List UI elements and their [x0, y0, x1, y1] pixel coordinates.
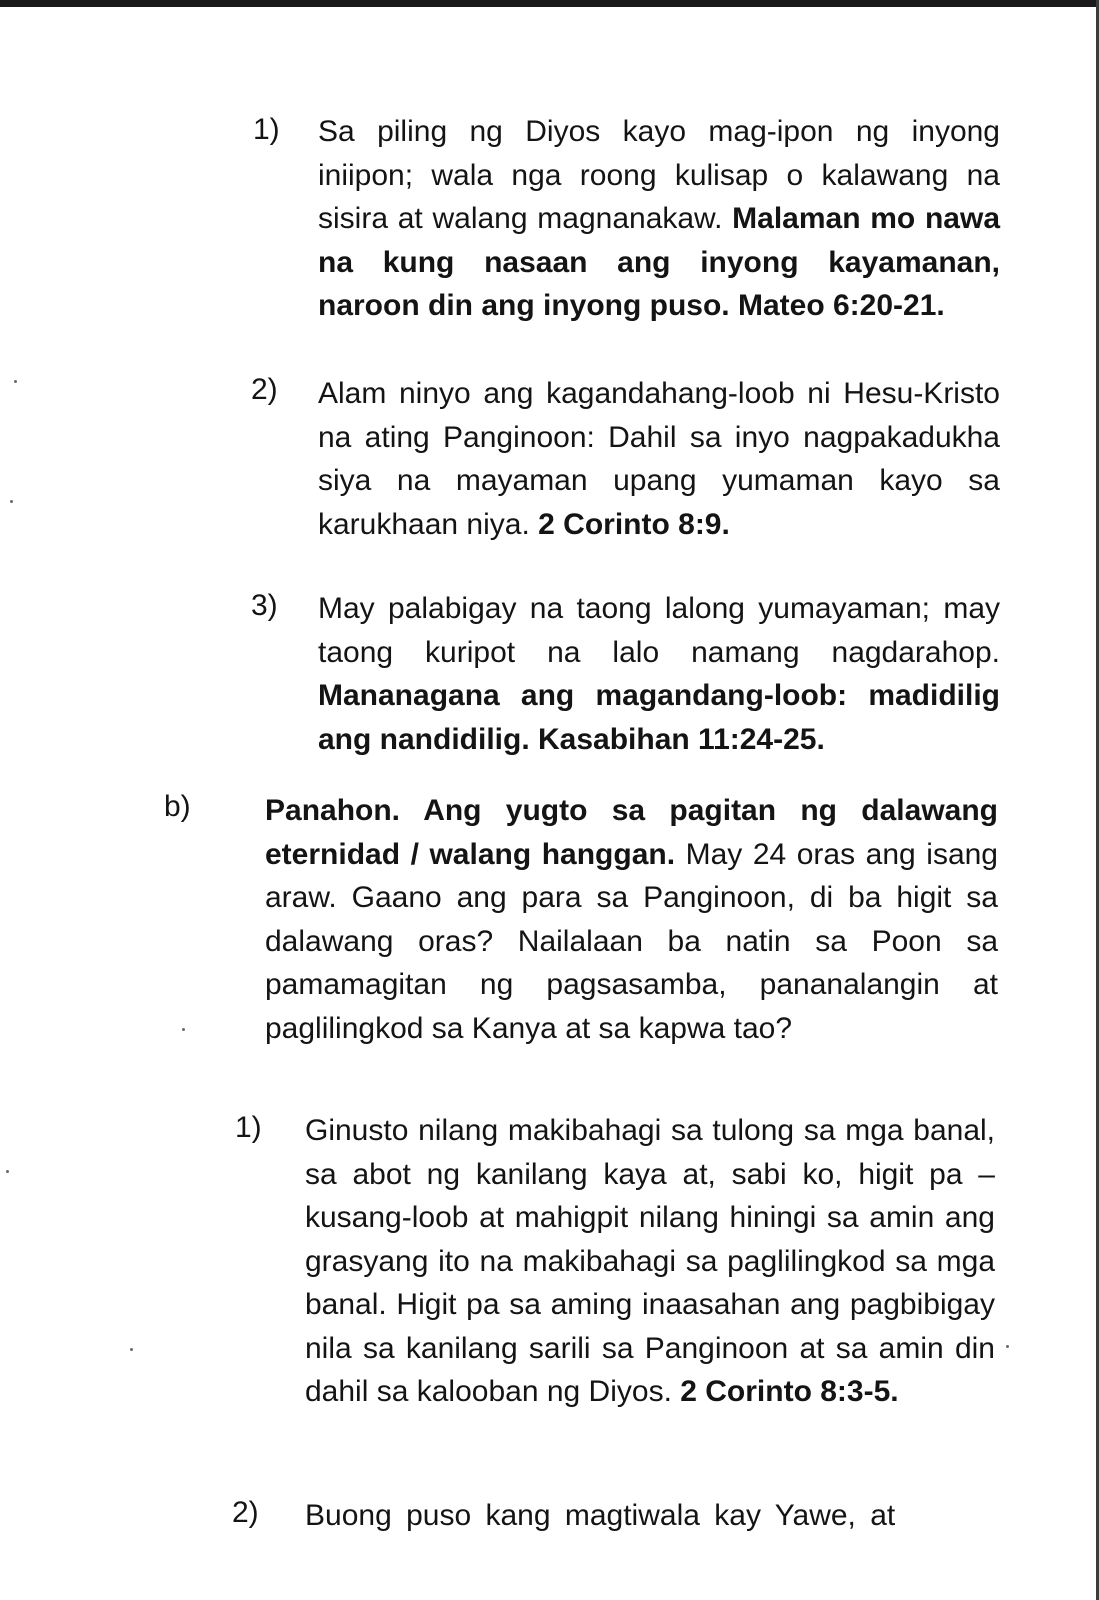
item-text: Ginusto nilang makibahagi sa tulong sa mga banal, sa abot ng kanilang kaya at, sabi ko, higit pa – kusang-loob at mahigpit nilang hiningi sa amin ang grasyang ito na makibahagi sa paglilingkod sa mga banal. Higit pa sa aming inaasahan ang pagbibigay nila sa kanilang sarili sa Panginoon at sa amin din dahil sa kalooban ng Diyos.	[305, 1114, 995, 1408]
scan-speck	[182, 1028, 185, 1031]
scan-speck	[6, 1170, 9, 1173]
scripture-reference: Malaman mo nawa na kung nasaan ang inyong kayamanan, naroon din ang inyong puso. Mateo 6:20-21.	[318, 202, 1001, 322]
list-item	[305, 1494, 995, 1538]
scan-speck	[1006, 1345, 1009, 1348]
scripture-reference: Mananagana ang magandang-loob: madidilig ang nandidilig. Kasabihan 11:24-25.	[318, 679, 1000, 756]
scripture-reference: 2 Corinto 8:3-5.	[680, 1375, 899, 1408]
section-heading: Panahon. Ang yugto sa pagitan ng dalawang eternidad / walang hanggan.	[265, 794, 998, 871]
item-text: May palabigay na taong lalong yumayaman; may taong kuripot na lalo namang nagdarahop.	[318, 592, 1000, 669]
section-text: May 24 oras ang isang araw. Gaano ang para sa Panginoon, di ba higit sa dalawang oras? Nailalaan ba natin sa Poon sa pamamagitan ng pagsasamba, pananalangin at paglilingkod sa Kanya at sa kapwa tao?	[265, 837, 998, 1045]
item-text: Buong puso kang magtiwala kay Yawe, at	[305, 1499, 896, 1532]
list-item	[305, 1109, 995, 1414]
list-marker: 3)	[251, 589, 278, 622]
section-paragraph	[265, 789, 998, 1050]
scan-speck	[130, 1348, 133, 1351]
scan-speck	[10, 500, 13, 503]
list-marker: 2)	[232, 1496, 259, 1529]
list-marker: 1)	[253, 113, 280, 146]
list-item	[318, 587, 1000, 761]
list-marker: 2)	[251, 373, 278, 406]
list-marker: 1)	[235, 1111, 262, 1144]
list-item	[318, 372, 1000, 546]
scan-speck	[14, 380, 17, 383]
list-item	[318, 110, 1000, 328]
item-text: Alam ninyo ang kagandahang-loob ni Hesu-Kristo na ating Panginoon: Dahil sa inyo nagpakadukha siya na mayaman upang yumaman kayo sa karukhaan niya.	[318, 377, 1000, 541]
scripture-reference: 2 Corinto 8:9.	[538, 507, 730, 541]
section-marker: b)	[164, 790, 191, 823]
item-text: Sa piling ng Diyos kayo mag-ipon ng inyong iniipon; wala nga roong kulisap o kalawang na sisira at walang magnanakaw.	[318, 115, 1000, 235]
